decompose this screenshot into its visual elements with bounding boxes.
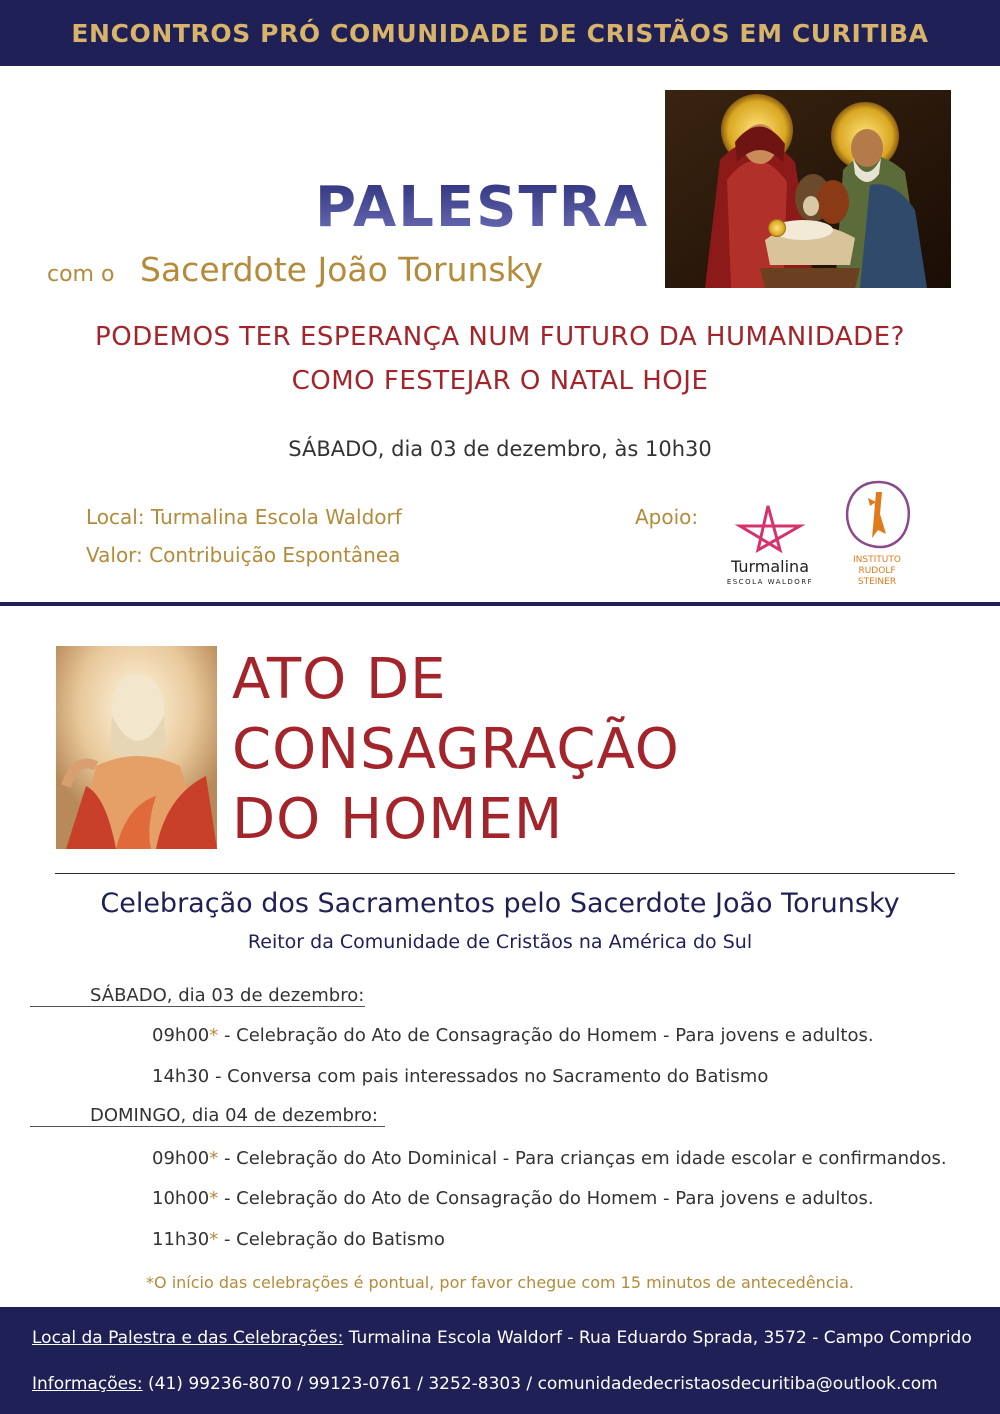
nativity-icon-image [665,90,951,288]
schedule-text: - Celebração do Ato de Consagração do Homem - Para jovens e adultos. [218,1025,874,1046]
rs-logo-line2: RUDOLF [858,566,896,576]
schedule-time: 09h00 [152,1025,210,1046]
apoio-label: Apoio: [635,505,699,529]
footer-bar [0,1307,1000,1414]
turmalina-logo-sub: ESCOLA WALDORF [726,578,814,586]
schedule-time: 14h30 [152,1066,210,1087]
schedule-row [152,1148,947,1169]
footer-info [32,1374,938,1394]
footer-info-label: Informações: [32,1374,143,1394]
footer-info-value: (41) 99236-8070 / 99123-0761 / 3252-8303 / comunidadedecristaosdecuritiba@outlook.com [142,1374,938,1394]
day2-label: DOMINGO, dia 04 de dezembro: [90,1105,378,1126]
schedule-text: - Celebração do Ato de Consagração do Homem - Para jovens e adultos. [218,1188,874,1209]
ato-title-line-2: CONSAGRAÇÃO [232,717,680,782]
schedule-text: - Celebração do Batismo [218,1229,445,1250]
schedule-time: 11h30 [152,1229,210,1250]
header-banner-text: ENCONTROS PRÓ COMUNIDADE DE CRISTÃOS EM CURITIBA [71,18,929,48]
schedule-time: 09h00 [152,1148,210,1169]
schedule-star: * [209,1188,219,1209]
schedule-text: - Celebração do Ato Dominical - Para crianças em idade escolar e confirmandos. [218,1148,947,1169]
rudolf-steiner-logo [838,478,916,588]
punctuality-note: *O início das celebrações é pontual, por favor chegue com 15 minutos de antecedência. [146,1273,854,1292]
footer-local [32,1328,972,1348]
day1-label: SÁBADO, dia 03 de dezembro: [90,985,365,1006]
schedule-time: 10h00 [152,1188,210,1209]
ato-title-line-3: DO HOMEM [232,787,564,852]
ato-title [232,645,680,855]
rs-logo-line1: INSTITUTO [853,555,901,565]
question-line-2: COMO FESTEJAR O NATAL HOJE [291,366,709,396]
schedule-star: * [209,1148,219,1169]
turmalina-logo [720,502,820,590]
ato-title-line-1: ATO DE [232,647,447,712]
schedule-row [152,1066,768,1087]
schedule-row [152,1188,874,1209]
palestra-valor: Valor: Contribuição Espontânea [86,543,401,567]
schedule-row [152,1229,445,1250]
schedule-text: - Conversa com pais interessados no Sacramento do Batismo [209,1066,769,1087]
section-divider [0,602,1000,606]
sacerdote-name: Sacerdote João Torunsky [140,250,544,289]
palestra-title: PALESTRA [315,175,650,240]
celebracao-heading: Celebração dos Sacramentos pelo Sacerdote João Torunsky [100,888,900,919]
footer-local-value: Turmalina Escola Waldorf - Rua Eduardo Sprada, 3572 - Campo Comprido [343,1328,972,1348]
reitor-subheading: Reitor da Comunidade de Cristãos na América do Sul [247,931,753,953]
palestra-local: Local: Turmalina Escola Waldorf [86,505,402,529]
day1-underline [30,1006,365,1007]
christ-painting-image [56,646,217,849]
schedule-row [152,1025,874,1046]
rs-logo-line3: STEINER [857,577,897,587]
footer-local-label: Local da Palestra e das Celebrações: [32,1328,344,1348]
schedule-star: * [209,1025,219,1046]
palestra-date: SÁBADO, dia 03 de dezembro, às 10h30 [288,437,712,461]
schedule-star: * [209,1229,219,1250]
com-o-text: com o [47,262,115,287]
question-line-1: PODEMOS TER ESPERANÇA NUM FUTURO DA HUMANIDADE? [95,322,905,352]
celebracao-rule [55,873,955,874]
header-banner [0,0,1000,66]
day2-underline [30,1126,385,1127]
turmalina-logo-name: Turmalina [730,557,810,576]
